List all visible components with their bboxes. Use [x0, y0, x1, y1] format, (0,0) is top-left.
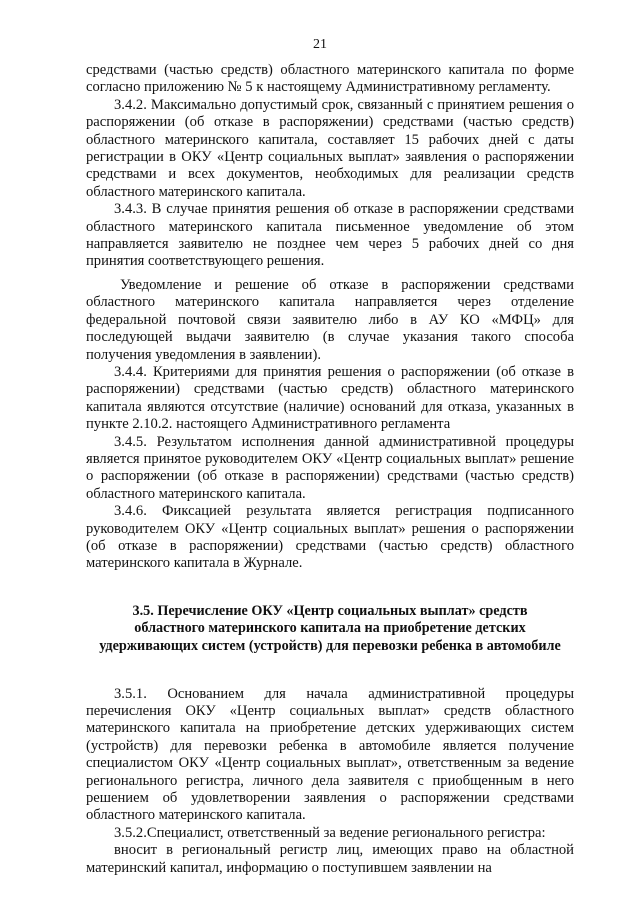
page-number: 21	[313, 37, 327, 52]
paragraph: 3.5.2.Специалист, ответственный за ведение регионального регистра:	[114, 824, 546, 841]
paragraph: 3.4.3. В случае принятия решения об отказе в распоряжении средствами областного материнского капитала письменное уведомление об этом направляется заявителю не позднее чем через 5 рабочих дней со дня принятия соответствующего решения.	[86, 201, 574, 270]
paragraph: 3.4.5. Результатом исполнения данной административной процедуры является принятое руководителем ОКУ «Центр социальных выплат» решение о распоряжении (об отказе в распоряжении) средствами (частью средств) областного материнского капитала.	[86, 433, 574, 502]
paragraph: 3.4.4. Критериями для принятия решения о распоряжении (об отказе в распоряжении) средствами (частью средств) областного материнского капитала являются отсутствие (наличие) оснований для отказа, указанных в пункте 2.10.2. настоящего Административного регламента	[86, 363, 574, 433]
document-body	[86, 62, 574, 877]
paragraph: вносит в региональный регистр лиц, имеющих право на областной материнский капитал, информацию о поступившем заявлении на	[86, 842, 574, 876]
paragraph: средствами (частью средств) областного материнского капитала по форме согласно приложению № 5 к настоящему Административному регламенту.	[86, 62, 574, 96]
paragraph: Уведомление и решение об отказе в распоряжении средствами областного материнского капитала направляется через отделение федеральной почтовой связи заявителю либо в АУ КО «МФЦ» для последующей выдачи заявителю (в случае указания такого способа получения уведомления в заявлении).	[86, 276, 574, 363]
paragraph: 3.5.1. Основанием для начала административной процедуры перечисления ОКУ «Центр социальных выплат» средств областного материнского капитала на приобретение детских удерживающих систем (устройств) для перевозки ребенка в автомобиле является получение специалистом ОКУ «Центр социальных выплат», ответственным за ведение регионального регистра, личного дела заявителя с приобщенным в него решением об удовлетворении заявления о распоряжении средствами областного материнского капитала.	[86, 685, 574, 824]
paragraph: 3.4.6. Фиксацией результата является регистрация подписанного руководителем ОКУ «Центр социальных выплат» решения о распоряжении (об отказе в распоряжении) средствами (частью средств) областного материнского капитала в Журнале.	[86, 503, 574, 572]
section-heading: 3.5. Перечисление ОКУ «Центр социальных выплат» средств областного материнского капитала на приобретение детских удерживающих систем (устройств) для перевозки ребенка в автомобиле	[99, 602, 561, 654]
paragraph: 3.4.2. Максимально допустимый срок, связанный с принятием решения о распоряжении (об отказе в распоряжении) средствами (частью средств) областного материнского капитала, составляет 15 рабочих дней с даты регистрации в ОКУ «Центр социальных выплат» заявления о распоряжении средствами и всех документов, необходимых для реализации средств областного материнского капитала.	[86, 96, 574, 200]
